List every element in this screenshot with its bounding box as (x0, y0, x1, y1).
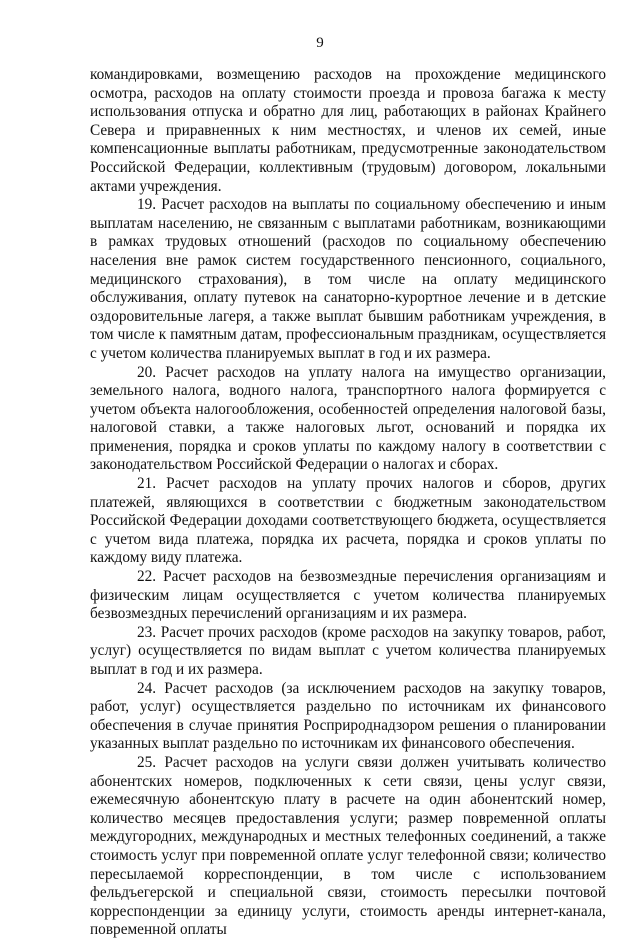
paragraph-21: 21. Расчет расходов на уплату прочих налогов и сборов, других платежей, являющихся в соответствии с бюджетным законодательством Российской Федерации доходами соответствующего бюджета, осуществляется с учетом вида платежа, порядка их расчета, порядка и сроков уплаты по каждому виду платежа. (90, 475, 606, 567)
paragraph-continuation: командировками, возмещению расходов на прохождение медицинского осмотра, расходов на оплату стоимости проезда и провоза багажа к месту использования отпуска и обратно для лиц, работающих в районах Крайнего Севера и приравненных к ним местностях, и членов их семей, иные компенсационные выплаты работникам, предусмотренные законодательством Российской Федерации, коллективным (трудовым) договором, локальными актами учреждения. (90, 66, 606, 195)
paragraph-23: 23. Расчет прочих расходов (кроме расходов на закупку товаров, работ, услуг) осуществляется по видам выплат с учетом количества планируемых выплат в год и их размера. (90, 623, 606, 678)
document-body (90, 66, 606, 940)
paragraph-24: 24. Расчет расходов (за исключением расходов на закупку товаров, работ, услуг) осуществляется раздельно по источникам их финансового обеспечения в случае принятия Росприроднадзором решения о планировании указанных выплат раздельно по источникам их финансового обеспечения. (90, 679, 606, 753)
paragraph-25: 25. Расчет расходов на услуги связи должен учитывать количество абонентских номеров, подключенных к сети связи, цены услуг связи, ежемесячную абонентскую плату в расчете на один абонентский номер, количество месяцев предоставления услуги; размер повременной оплаты междугородних, международных и местных телефонных соединений, а также стоимость услуг при повременной оплате услуг телефонной связи; количество пересылаемой корреспонденции, в том числе с использованием фельдъегерской и специальной связи, стоимость пересылки почтовой корреспонденции за единицу услуги, стоимость аренды интернет-канала, повременной оплаты (90, 753, 606, 939)
paragraph-20: 20. Расчет расходов на уплату налога на имущество организации, земельного налога, водного налога, транспортного налога формируется с учетом объекта налогообложения, особенностей определения налоговой базы, налоговой ставки, а также налоговых льгот, оснований и порядка их применения, порядка и сроков уплаты по каждому налогу в соответствии с законодательством Российской Федерации о налогах и сборах. (90, 363, 606, 474)
paragraph-22: 22. Расчет расходов на безвозмездные перечисления организациям и физическим лицам осуществляется с учетом количества планируемых безвозмездных перечислений организациям и их размера. (90, 568, 606, 623)
page-number: 9 (316, 35, 324, 51)
paragraph-19: 19. Расчет расходов на выплаты по социальному обеспечению и иным выплатам населению, не связанным с выплатами работникам, возникающими в рамках трудовых отношений (расходов по социальному обеспечению населения вне рамок систем государственного пенсионного, социального, медицинского страхования), в том числе на оплату медицинского обслуживания, оплату путевок на санаторно-курортное лечение и в детские оздоровительные лагеря, а также выплат бывшим работникам учреждения, в том числе к памятным датам, профессиональным праздникам, осуществляется с учетом количества планируемых выплат в год и их размера. (90, 196, 606, 362)
